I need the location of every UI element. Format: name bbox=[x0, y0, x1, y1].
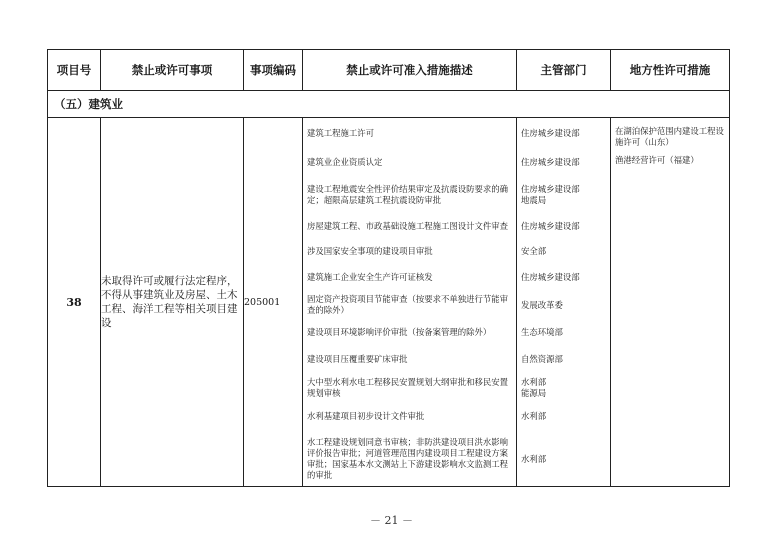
measure-item: 建设项目环境影响评价审批（按备案管理的除外） bbox=[307, 327, 492, 337]
department-item: 自然资源部 bbox=[521, 354, 563, 364]
measure-item: 涉及国家安全事项的建设项目审批 bbox=[307, 246, 433, 256]
measure-item: 建设工程地震安全性评价结果审定及抗震设防要求的确定；超限高层建筑工程抗震设防审批 bbox=[307, 184, 508, 205]
measure-column bbox=[303, 118, 517, 487]
local-measure-column bbox=[611, 118, 730, 487]
department-column bbox=[517, 118, 611, 487]
regulation-table bbox=[47, 49, 730, 487]
header-local-measure: 地方性许可措施 bbox=[611, 50, 730, 91]
measure-item: 固定资产投资项目节能审查（按要求不单独进行节能审查的除外） bbox=[307, 294, 508, 315]
entry-code: 205001 bbox=[244, 118, 303, 487]
department-item: 水利部 能源局 bbox=[521, 377, 547, 398]
section-row bbox=[48, 91, 730, 118]
header-project-number: 项目号 bbox=[48, 50, 101, 91]
header-code: 事项编码 bbox=[244, 50, 303, 91]
section-title: （五）建筑业 bbox=[48, 91, 730, 118]
department-item: 发展改革委 bbox=[521, 300, 563, 310]
department-item: 生态环境部 bbox=[521, 327, 563, 337]
department-item: 水利部 bbox=[521, 454, 547, 464]
department-item: 水利部 bbox=[521, 411, 547, 421]
measure-item: 建筑施工企业安全生产许可证核发 bbox=[307, 272, 433, 282]
entry-item: 未取得许可或履行法定程序，不得从事建筑业及房屋、土木工程、海洋工程等相关项目建设 bbox=[101, 118, 244, 487]
local-measure-item: 在湖泊保护范围内建设工程设施许可（山东） bbox=[615, 126, 724, 147]
local-measure-item: 渔港经营许可（福建） bbox=[615, 155, 699, 165]
header-row bbox=[48, 50, 730, 91]
measure-item: 大中型水利水电工程移民安置规划大纲审批和移民安置规划审核 bbox=[307, 377, 508, 398]
department-item: 住房城乡建设部 bbox=[521, 272, 580, 282]
measure-item: 水利基建项目初步设计文件审批 bbox=[307, 411, 425, 421]
measure-item: 建筑业企业资质认定 bbox=[307, 157, 383, 167]
department-item: 住房城乡建设部 bbox=[521, 157, 580, 167]
measure-item: 房屋建筑工程、市政基础设施工程施工图设计文件审查 bbox=[307, 221, 508, 231]
header-measure: 禁止或许可准入措施描述 bbox=[303, 50, 517, 91]
department-item: 住房城乡建设部 bbox=[521, 128, 580, 138]
department-item: 住房城乡建设部 bbox=[521, 221, 580, 231]
header-department: 主管部门 bbox=[517, 50, 611, 91]
entry-number: 38 bbox=[48, 118, 101, 487]
page-number: － 21 － bbox=[370, 514, 413, 527]
measure-item: 建筑工程施工许可 bbox=[307, 128, 374, 138]
department-item: 安全部 bbox=[521, 246, 547, 256]
header-item: 禁止或许可事项 bbox=[101, 50, 244, 91]
measure-item: 水工程建设规划同意书审核；非防洪建设项目洪水影响评价报告审批；河道管理范围内建设项目工程建设方案审批；国家基本水文测站上下游建设影响水文监测工程的审批 bbox=[307, 437, 508, 480]
department-item: 住房城乡建设部 地震局 bbox=[521, 184, 580, 205]
measure-item: 建设项目压覆重要矿床审批 bbox=[307, 354, 408, 364]
entry-row bbox=[48, 118, 730, 487]
